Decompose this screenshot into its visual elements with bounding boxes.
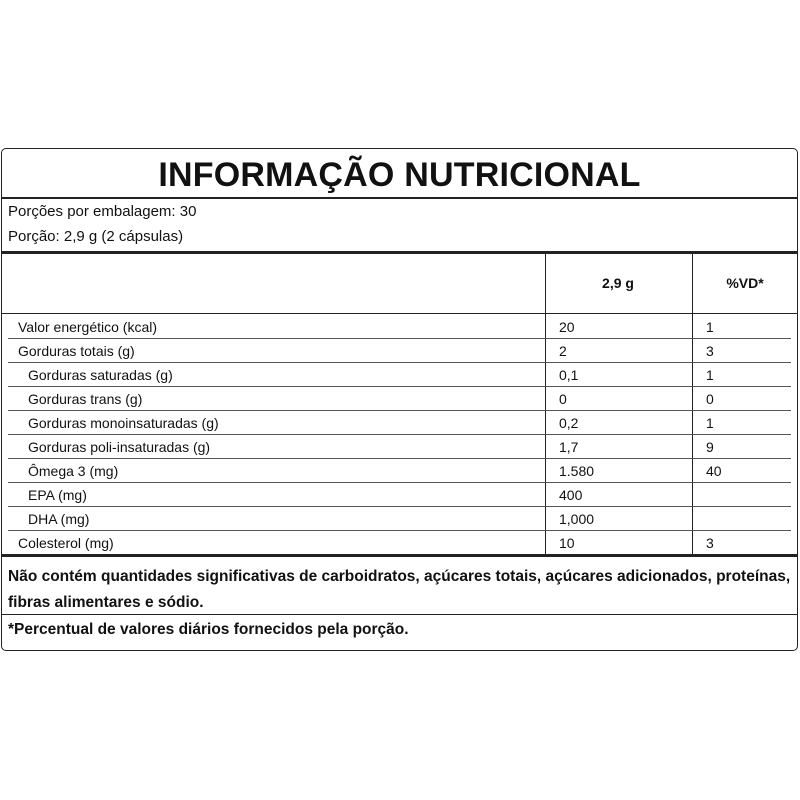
title-divider [2, 197, 797, 199]
nutrient-amount: 0,1 [559, 367, 579, 383]
column-header-dv: %VD* [726, 275, 764, 291]
table-row [2, 507, 797, 531]
nutrient-dv: 9 [706, 439, 714, 455]
table-bottom-thick-divider [2, 554, 797, 557]
table-row [2, 363, 797, 387]
table-row [2, 387, 797, 411]
nutrition-facts-label [1, 148, 798, 651]
nutrient-name: Gorduras monoinsaturadas (g) [28, 415, 219, 431]
nutrient-name: DHA (mg) [28, 511, 90, 527]
table-row [2, 435, 797, 459]
nutrient-amount: 400 [559, 487, 583, 503]
table-row [2, 459, 797, 483]
footnote-divider [2, 614, 797, 615]
nutrient-dv: 40 [706, 463, 722, 479]
nutrient-name: Ômega 3 (mg) [28, 463, 119, 479]
nutrient-name: EPA (mg) [28, 487, 87, 503]
nutrient-dv: 3 [706, 343, 714, 359]
column-header-divider [2, 313, 797, 314]
portion-size: Porção: 2,9 g (2 cápsulas) [8, 228, 184, 245]
nutrient-amount: 0,2 [559, 415, 579, 431]
nutrient-dv: 1 [706, 415, 714, 431]
nutrient-dv: 1 [706, 319, 714, 335]
nutrient-name: Valor energético (kcal) [18, 319, 158, 335]
nutrient-amount: 1.580 [559, 463, 595, 479]
nutrient-amount: 0 [559, 391, 567, 407]
nutrient-amount: 1,7 [559, 439, 579, 455]
column-header-amount: 2,9 g [602, 275, 634, 291]
label-title: INFORMAÇÃO NUTRICIONAL [158, 156, 641, 194]
nutrient-name: Gorduras totais (g) [18, 343, 135, 359]
nutrient-name: Gorduras poli-insaturadas (g) [28, 439, 211, 455]
table-row [2, 315, 797, 339]
nutrient-name: Colesterol (mg) [18, 535, 114, 551]
table-row [2, 411, 797, 435]
nutrient-amount: 2 [559, 343, 567, 359]
nutrient-amount: 20 [559, 319, 575, 335]
nutrient-name: Gorduras trans (g) [28, 391, 143, 407]
nutrient-amount: 1,000 [559, 511, 595, 527]
table-row [2, 483, 797, 507]
servings-per-package: Porções por embalagem: 30 [8, 203, 197, 220]
nutrients-footnote: Não contém quantidades significativas de carboidratos, açúcares totais, açúcares adicionados, proteínas, fibras alimentares e sódio. [8, 568, 791, 611]
table-row [2, 531, 797, 555]
header-thick-divider [2, 251, 797, 254]
table-row [2, 339, 797, 363]
nutrient-amount: 10 [559, 535, 575, 551]
nutrient-dv: 1 [706, 367, 714, 383]
daily-value-footnote: *Percentual de valores diários fornecidos pela porção. [8, 621, 409, 638]
nutrient-dv: 0 [706, 391, 714, 407]
nutrient-name: Gorduras saturadas (g) [28, 367, 173, 383]
nutrient-dv: 3 [706, 535, 714, 551]
